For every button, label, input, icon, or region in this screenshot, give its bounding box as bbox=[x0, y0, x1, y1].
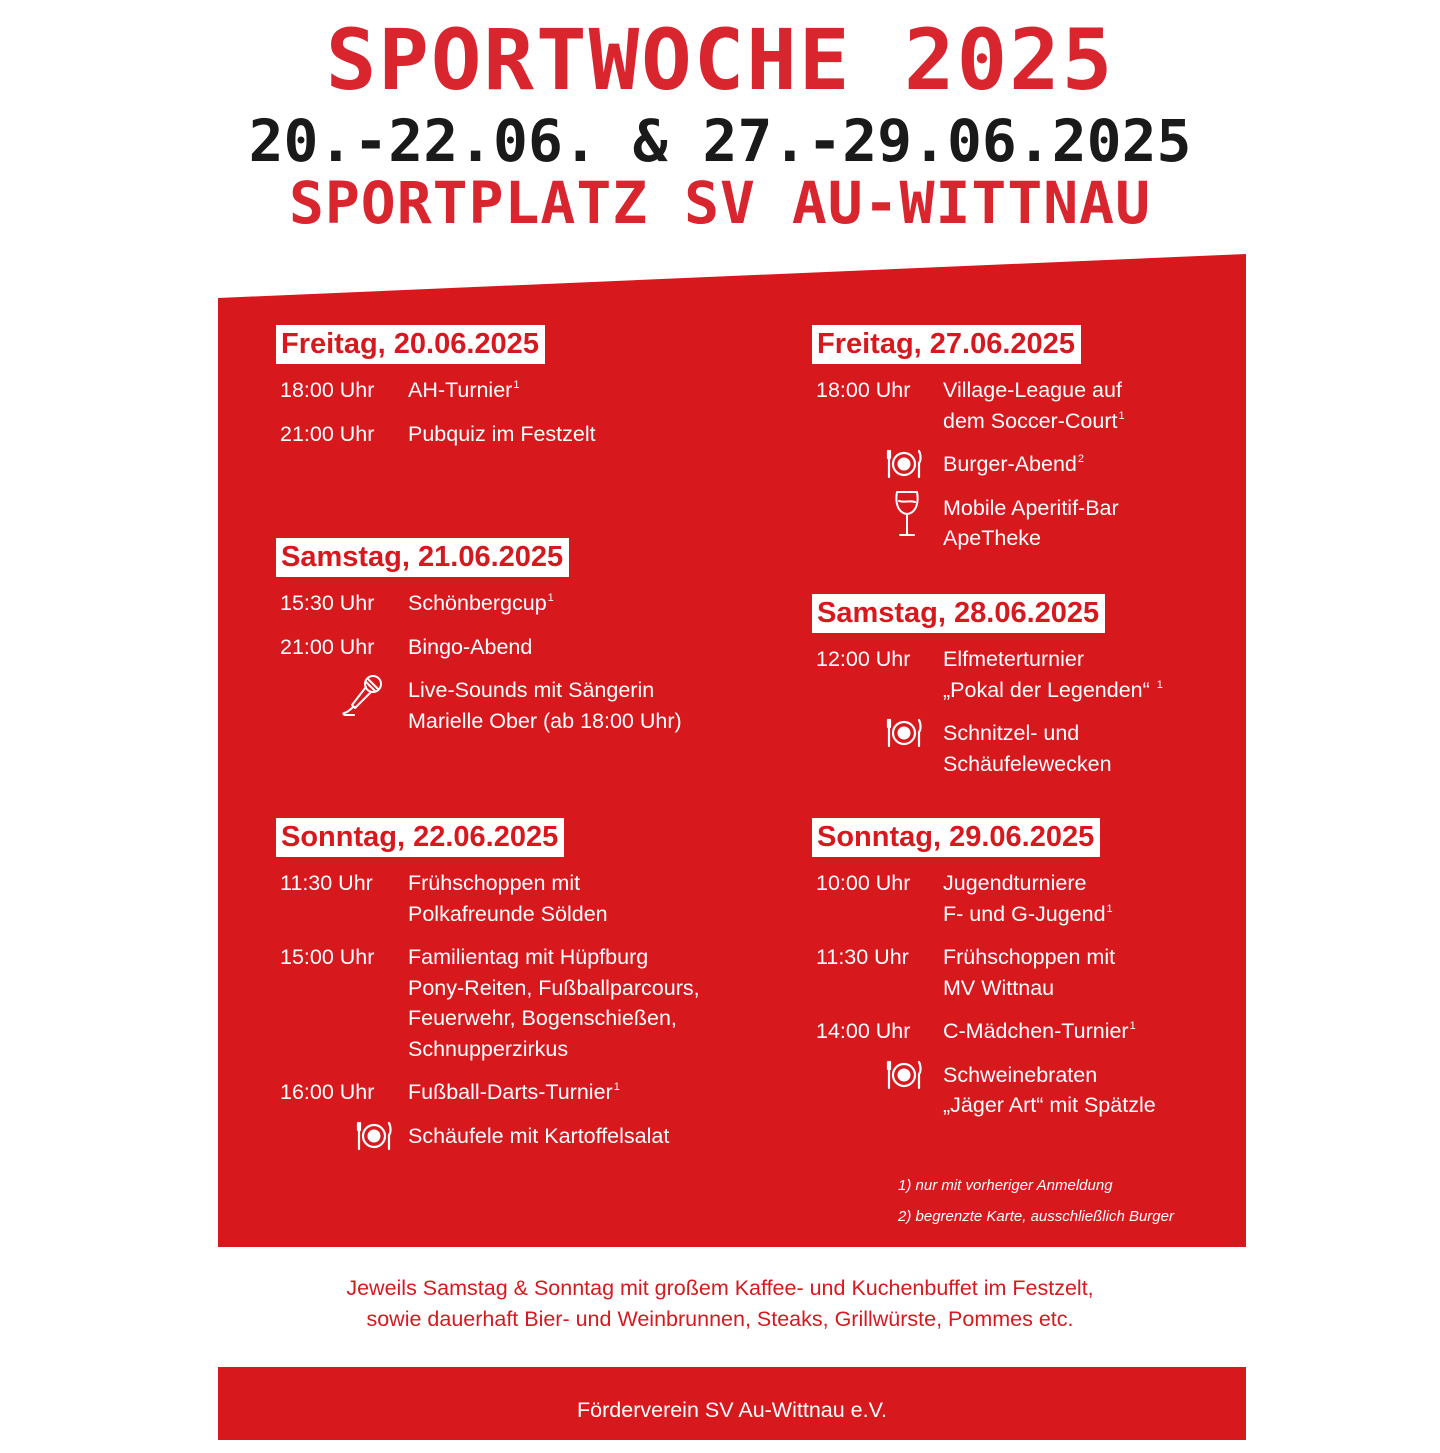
event-venue: SPORTPLATZ SV AU-WITTNAU bbox=[288, 169, 1152, 237]
event-text-line: Frühschoppen mit bbox=[408, 871, 581, 895]
microphone-icon bbox=[340, 671, 388, 719]
event-text-line: Familientag mit Hüpfburg bbox=[408, 945, 649, 969]
day-heading: Samstag, 28.06.2025 bbox=[812, 594, 1105, 633]
event-time: 18:00 Uhr bbox=[816, 378, 911, 402]
event-text-line: MV Wittnau bbox=[943, 975, 1055, 1000]
event-time: 18:00 Uhr bbox=[280, 378, 375, 402]
event-text-line: Elfmeterturnier bbox=[943, 647, 1084, 671]
footnotes bbox=[898, 1170, 1174, 1232]
event-text: Bingo-Abend bbox=[408, 634, 533, 659]
catering-info-line: sowie dauerhaft Bier- und Weinbrunnen, Steaks, Grillwürste, Pommes etc. bbox=[366, 1307, 1074, 1331]
day-heading: Samstag, 21.06.2025 bbox=[276, 538, 569, 577]
event-text: Schäufele mit Kartoffelsalat bbox=[408, 1123, 670, 1148]
event-text-line: „Pokal der Legenden“ bbox=[943, 677, 1150, 702]
event-text: Schönbergcup bbox=[408, 591, 547, 615]
event-text-line: Schnupperzirkus bbox=[408, 1036, 569, 1061]
event-text: AH-Turnier bbox=[408, 378, 513, 402]
event-dates: 20.-22.06. & 27.-29.06.2025 bbox=[248, 107, 1192, 175]
event-time: 11:30 Uhr bbox=[816, 945, 909, 969]
event-time: 10:00 Uhr bbox=[816, 871, 911, 895]
poster-header bbox=[0, 11, 1440, 237]
schedule-item bbox=[276, 942, 700, 1064]
organizer-name: Förderverein SV Au-Wittnau e.V. bbox=[577, 1398, 887, 1422]
footnote-marker: 1 bbox=[1129, 1020, 1136, 1032]
schedule-item bbox=[812, 718, 1163, 779]
schedule-item bbox=[812, 644, 1163, 705]
event-time: 14:00 Uhr bbox=[816, 1019, 911, 1043]
schedule-item bbox=[276, 375, 596, 406]
schedule-item bbox=[812, 449, 1125, 480]
footnote-1: 1) nur mit vorheriger Anmeldung bbox=[898, 1177, 1113, 1194]
schedule-item bbox=[812, 493, 1125, 554]
plate-icon bbox=[886, 446, 922, 482]
schedule-item bbox=[812, 1060, 1156, 1121]
event-time: 15:00 Uhr bbox=[280, 945, 375, 969]
event-text-line: Pony-Reiten, Fußballparcours, bbox=[408, 975, 700, 1000]
event-title: SPORTWOCHE 2025 bbox=[325, 11, 1115, 109]
catering-info-line: Jeweils Samstag & Sonntag mit großem Kaffee- und Kuchenbuffet im Festzelt, bbox=[346, 1276, 1094, 1300]
plate-icon bbox=[886, 1057, 922, 1093]
schedule-item bbox=[812, 1016, 1156, 1047]
event-time: 11:30 Uhr bbox=[280, 871, 373, 895]
schedule-item bbox=[812, 868, 1156, 929]
schedule-item bbox=[276, 1077, 700, 1108]
event-text-line: „Jäger Art“ mit Spätzle bbox=[943, 1093, 1156, 1117]
event-text-line: Schäufelewecken bbox=[943, 751, 1112, 776]
event-time: 12:00 Uhr bbox=[816, 647, 911, 671]
wine-glass-icon bbox=[892, 489, 922, 541]
event-text-line: Feuerwehr, Bogenschießen, bbox=[408, 1006, 677, 1030]
schedule-item bbox=[276, 675, 682, 736]
schedule-item bbox=[276, 632, 682, 663]
schedule-item bbox=[276, 588, 682, 619]
event-text-line: dem Soccer-Court bbox=[943, 408, 1118, 433]
day-heading: Sonntag, 22.06.2025 bbox=[276, 818, 564, 857]
event-text-line: Schnitzel- und bbox=[943, 721, 1080, 745]
catering-info bbox=[0, 1273, 1440, 1335]
schedule-item bbox=[276, 1121, 700, 1152]
event-text-line: Frühschoppen mit bbox=[943, 945, 1116, 969]
event-text-line: Live-Sounds mit Sängerin bbox=[408, 678, 655, 702]
event-text-line: ApeTheke bbox=[943, 526, 1042, 550]
event-time: 21:00 Uhr bbox=[280, 421, 375, 446]
footnote-marker: 2 bbox=[1077, 453, 1084, 465]
event-text-line: Jugendturniere bbox=[943, 871, 1087, 895]
footnote-marker: 1 bbox=[1106, 902, 1113, 915]
event-text-line: Polkafreunde Sölden bbox=[408, 901, 608, 926]
footnote-2: 2) begrenzte Karte, ausschließlich Burger bbox=[898, 1208, 1174, 1225]
event-time: 15:30 Uhr bbox=[280, 591, 375, 615]
event-text-line: Schweinebraten bbox=[943, 1062, 1098, 1087]
event-text-line: Mobile Aperitif-Bar bbox=[943, 495, 1119, 520]
footnote-marker: 1 bbox=[513, 379, 520, 391]
footer-bar bbox=[218, 1367, 1246, 1440]
footnote-marker: 1 bbox=[613, 1081, 620, 1093]
plate-icon bbox=[886, 715, 922, 751]
day-block-sunday-29 bbox=[812, 818, 1156, 1121]
event-text: Pubquiz im Festzelt bbox=[408, 421, 596, 446]
event-text: Fußball-Darts-Turnier bbox=[408, 1080, 613, 1104]
day-heading: Sonntag, 29.06.2025 bbox=[812, 818, 1100, 857]
schedule-item bbox=[812, 375, 1125, 436]
day-heading: Freitag, 27.06.2025 bbox=[812, 325, 1081, 364]
day-heading: Freitag, 20.06.2025 bbox=[276, 325, 545, 364]
day-block-saturday-28 bbox=[812, 594, 1163, 779]
event-text: Burger-Abend bbox=[943, 452, 1077, 476]
footnote-marker: 1 bbox=[547, 592, 554, 604]
schedule-item bbox=[276, 868, 700, 929]
footnote-marker: 1 bbox=[1118, 409, 1125, 422]
event-text: C-Mädchen-Turnier bbox=[943, 1019, 1129, 1043]
schedule-item bbox=[812, 942, 1156, 1003]
event-time: 21:00 Uhr bbox=[280, 634, 375, 659]
schedule-item bbox=[276, 419, 596, 450]
footnote-marker: 1 bbox=[1156, 678, 1163, 691]
event-time: 16:00 Uhr bbox=[280, 1080, 375, 1104]
event-text-line: F- und G-Jugend bbox=[943, 901, 1106, 926]
day-block-sunday-22 bbox=[276, 818, 700, 1151]
event-text-line: Village-League auf bbox=[943, 378, 1122, 402]
plate-icon bbox=[356, 1118, 392, 1154]
event-text-line: Marielle Ober (ab 18:00 Uhr) bbox=[408, 708, 682, 733]
day-block-saturday-21 bbox=[276, 538, 682, 736]
day-block-friday-20 bbox=[276, 325, 596, 449]
day-block-friday-27 bbox=[812, 325, 1125, 554]
